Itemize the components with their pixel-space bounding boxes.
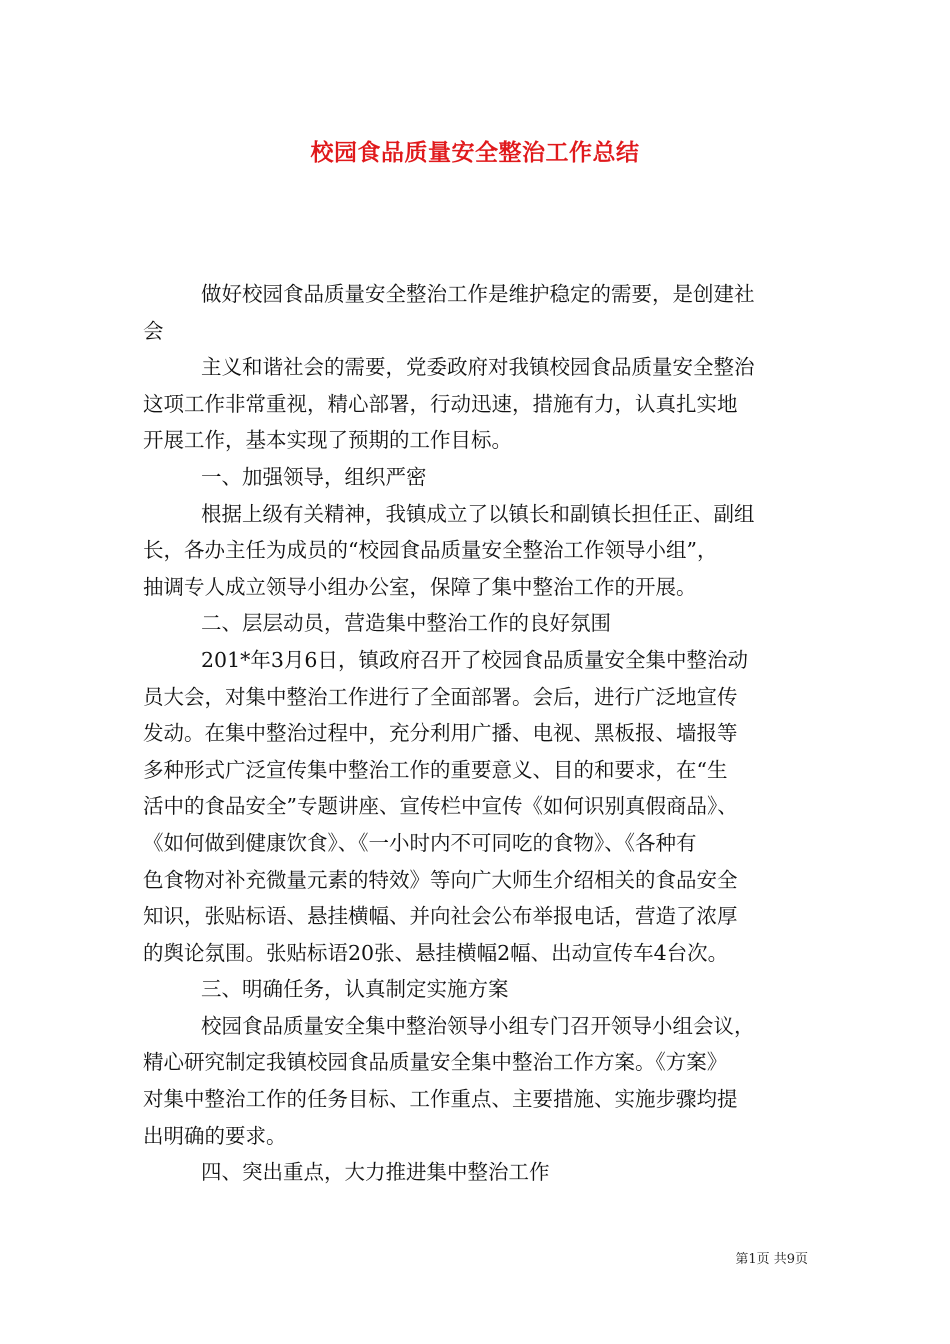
- body-line: 抽调专人成立领导小组办公室，保障了集中整治工作的开展。: [143, 574, 697, 599]
- body-line: 二、层层动员，营造集中整治工作的良好氛围: [201, 611, 611, 636]
- body-line: 做好校园食品质量安全整治工作是维护稳定的需要，是创建社: [201, 282, 755, 306]
- body-line: 精心研究制定我镇校园食品质量安全集中整治工作方案。《方案》: [143, 1050, 728, 1075]
- body-line: 四、突出重点，大力推进集中整治工作: [201, 1160, 550, 1185]
- body-line: 根据上级有关精神，我镇成立了以镇长和副镇长担任正、副组: [201, 501, 755, 526]
- body-line: 色食物对补充微量元素的特效》等向广大师生介绍相关的食品安全: [143, 867, 738, 892]
- body-line: 三、明确任务，认真制定实施方案: [201, 977, 509, 1002]
- body-line: 开展工作，基本实现了预期的工作目标。: [143, 428, 512, 453]
- body-line: 长，各办主任为成员的“校园食品质量安全整治工作领导小组”，: [143, 538, 718, 563]
- body-line: 一、加强领导，组织严密: [201, 464, 427, 489]
- body-line: 校园食品质量安全集中整治领导小组专门召开领导小组会议，: [201, 1013, 755, 1038]
- body-line: 知识，张贴标语、悬挂横幅、并向社会公布举报电话，营造了浓厚: [143, 904, 738, 929]
- body-line: 多种形式广泛宣传集中整治工作的重要意义、目的和要求，在“生: [143, 757, 728, 782]
- page-number-footer: 第1页 共9页: [735, 1252, 808, 1267]
- body-line: 活中的食品安全”专题讲座、宣传栏中宣传《如何识别真假商品》、: [143, 794, 738, 819]
- document-body: [143, 276, 810, 1191]
- document-title: 校园食品质量安全整治工作总结: [310, 139, 640, 166]
- body-line: 出明确的要求。: [143, 1123, 287, 1148]
- body-line: 的舆论氛围。张贴标语20张、悬挂横幅2幅、出动宣传车4台次。: [143, 940, 729, 965]
- body-line: 《如何做到健康饮食》、《一小时内不可同吃的食物》、《各种有: [143, 830, 697, 855]
- body-line: 这项工作非常重视，精心部署，行动迅速，措施有力，认真扎实地: [143, 391, 738, 416]
- body-line: 主义和谐社会的需要，党委政府对我镇校园食品质量安全整治: [201, 355, 755, 380]
- body-line: 对集中整治工作的任务目标、工作重点、主要措施、实施步骤均提: [143, 1087, 738, 1112]
- body-line: 员大会，对集中整治工作进行了全面部署。会后，进行广泛地宣传: [143, 684, 738, 709]
- body-line: 发动。在集中整治过程中，充分利用广播、电视、黑板报、墙报等: [143, 721, 738, 746]
- body-line: 201*年3月6日，镇政府召开了校园食品质量安全集中整治动: [201, 647, 748, 672]
- body-line: 会: [143, 318, 164, 343]
